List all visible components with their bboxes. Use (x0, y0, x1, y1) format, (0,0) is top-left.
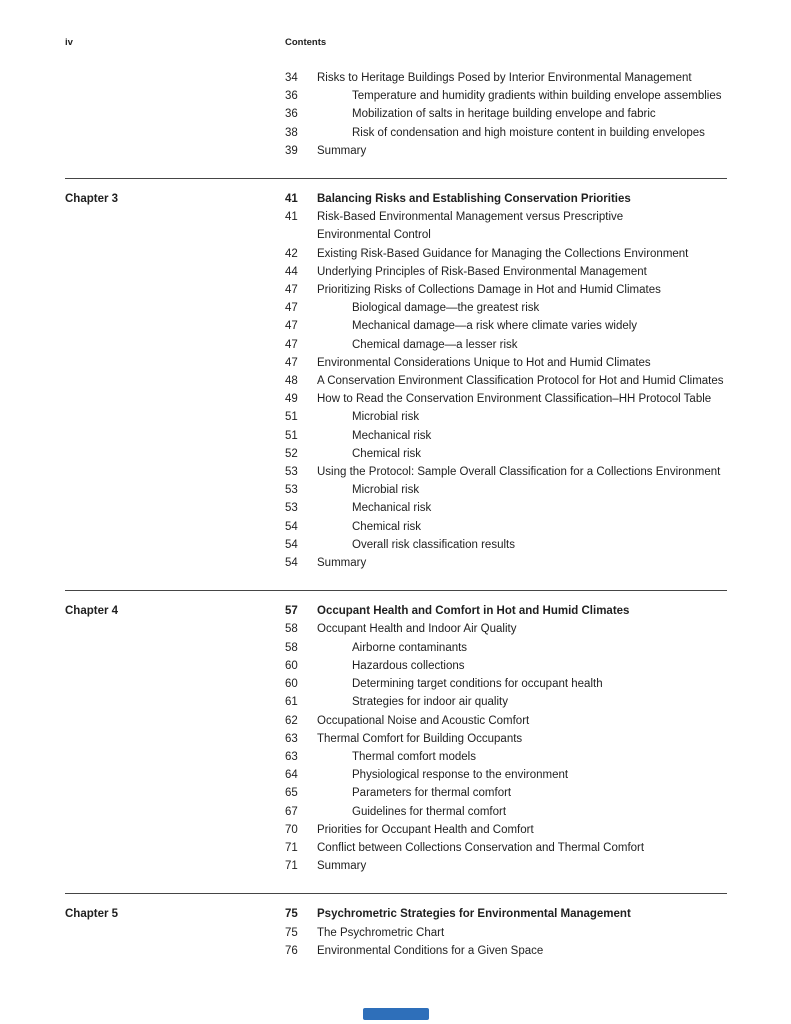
chapter-label (65, 620, 285, 638)
toc-title: Mobilization of salts in heritage building envelope and fabric (352, 108, 656, 121)
toc-entry (65, 69, 727, 87)
toc-entry (65, 620, 727, 638)
toc-page-number: 75 (285, 926, 298, 939)
toc-page-number: 47 (285, 284, 298, 297)
chapter-label (65, 408, 285, 426)
toc-entry (65, 639, 727, 657)
toc-page-number: 44 (285, 265, 298, 278)
toc-title: Environmental Considerations Unique to Hot and Humid Climates (317, 356, 651, 369)
chapter-label (65, 245, 285, 263)
chapter-label (65, 784, 285, 802)
toc-title: Environmental Conditions for a Given Space (317, 944, 544, 957)
chapter-label (65, 712, 285, 730)
toc-entry (65, 839, 727, 857)
toc-entry (65, 372, 727, 390)
toc-title: Strategies for indoor air quality (352, 696, 508, 709)
chapter-label (65, 675, 285, 693)
chapter-label (65, 427, 285, 445)
toc-entry (65, 87, 727, 105)
toc-title: Mechanical damage—a risk where climate varies widely (352, 320, 638, 333)
toc-section (65, 69, 727, 160)
chapter-label (65, 87, 285, 105)
toc-entry (65, 821, 727, 839)
toc-title: Using the Protocol: Sample Overall Classification for a Collections Environment (317, 466, 721, 479)
toc-section (65, 590, 727, 875)
toc-title: Thermal comfort models (352, 750, 476, 763)
toc-page-number: 47 (285, 320, 298, 333)
toc-page-number: 54 (285, 557, 298, 570)
toc-page-number: 57 (285, 605, 298, 618)
toc-entry (65, 226, 727, 244)
toc-page-number: 42 (285, 247, 298, 260)
toc-entry (65, 463, 727, 481)
toc-page-number: 53 (285, 466, 298, 479)
toc-page-number: 54 (285, 538, 298, 551)
toc-title: The Psychrometric Chart (317, 926, 445, 939)
chapter-label (65, 657, 285, 675)
toc-page-number: 75 (285, 908, 298, 921)
toc-page-number: 63 (285, 732, 298, 745)
toc-title: Airborne contaminants (352, 641, 468, 654)
toc-page-number: 58 (285, 641, 298, 654)
table-of-contents (65, 69, 727, 960)
footer-watermark (363, 1008, 429, 1020)
toc-title: Risk of condensation and high moisture content in building envelopes (352, 126, 705, 139)
toc-page-number: 38 (285, 126, 298, 139)
chapter-label (65, 336, 285, 354)
toc-page-number: 36 (285, 108, 298, 121)
chapter-label (65, 803, 285, 821)
toc-title: Chemical risk (352, 447, 422, 460)
toc-page-number: 71 (285, 841, 298, 854)
toc-page-number: 51 (285, 411, 298, 424)
chapter-label (65, 445, 285, 463)
toc-entry (65, 554, 727, 572)
toc-title: Risks to Heritage Buildings Posed by Interior Environmental Management (317, 72, 692, 84)
toc-title: How to Read the Conservation Environment Classification–HH Protocol Table (317, 393, 712, 406)
toc-entry (65, 905, 727, 923)
toc-title: Thermal Comfort for Building Occupants (317, 732, 523, 745)
toc-title: Mechanical risk (352, 502, 432, 515)
chapter-label: Chapter 4 (65, 605, 119, 618)
toc-title: Biological damage—the greatest risk (352, 302, 540, 315)
toc-page-number: 62 (285, 714, 298, 727)
toc-title: Microbial risk (352, 484, 420, 497)
toc-title: Environmental Control (317, 229, 431, 242)
toc-page-number: 47 (285, 356, 298, 369)
toc-title: Prioritizing Risks of Collections Damage in Hot and Humid Climates (317, 284, 661, 297)
toc-entry (65, 536, 727, 554)
toc-title: Psychrometric Strategies for Environmental Management (317, 908, 631, 921)
toc-entry (65, 730, 727, 748)
toc-page-number: 67 (285, 805, 298, 818)
chapter-label (65, 124, 285, 142)
toc-entry (65, 245, 727, 263)
toc-title: Overall risk classification results (352, 538, 515, 551)
chapter-label (65, 730, 285, 748)
chapter-label (65, 354, 285, 372)
toc-page-number: 53 (285, 502, 298, 515)
toc-entry (65, 657, 727, 675)
toc-page-number: 41 (285, 193, 298, 206)
chapter-label (65, 226, 285, 244)
toc-page-number: 52 (285, 447, 298, 460)
toc-title: Guidelines for thermal comfort (352, 805, 507, 818)
chapter-label (65, 693, 285, 711)
toc-entry (65, 784, 727, 802)
chapter-label (65, 857, 285, 875)
toc-title: Summary (317, 144, 367, 157)
toc-title: Microbial risk (352, 411, 420, 424)
toc-entry (65, 445, 727, 463)
toc-entry (65, 124, 727, 142)
toc-entry (65, 427, 727, 445)
toc-section (65, 893, 727, 960)
toc-entry (65, 263, 727, 281)
toc-page-number: 71 (285, 860, 298, 873)
toc-entry (65, 354, 727, 372)
toc-page-number: 36 (285, 90, 298, 103)
toc-entry (65, 766, 727, 784)
chapter-label (65, 499, 285, 517)
chapter-label (65, 766, 285, 784)
toc-page-number: 64 (285, 769, 298, 782)
toc-entry (65, 748, 727, 766)
toc-page-number: 47 (285, 302, 298, 315)
toc-page-number: 60 (285, 678, 298, 691)
toc-title: Occupational Noise and Acoustic Comfort (317, 714, 530, 727)
chapter-label (65, 390, 285, 408)
toc-entry (65, 105, 727, 123)
toc-title: Chemical risk (352, 520, 422, 533)
toc-entry (65, 281, 727, 299)
toc-entry (65, 518, 727, 536)
toc-page-number: 61 (285, 696, 298, 709)
chapter-label (65, 639, 285, 657)
toc-page-number: 54 (285, 520, 298, 533)
toc-entry (65, 857, 727, 875)
toc-page-number: 49 (285, 393, 298, 406)
toc-entry (65, 142, 727, 160)
toc-page-number: 70 (285, 823, 298, 836)
toc-entry (65, 499, 727, 517)
toc-page-number: 60 (285, 659, 298, 672)
toc-entry (65, 924, 727, 942)
toc-title: Mechanical risk (352, 429, 432, 442)
chapter-label (65, 208, 285, 226)
toc-page-number: 65 (285, 787, 298, 800)
toc-title: Underlying Principles of Risk-Based Environmental Management (317, 265, 647, 278)
toc-title: Risk-Based Environmental Management versus Prescriptive (317, 211, 624, 224)
toc-section (65, 178, 727, 572)
toc-title: Hazardous collections (352, 659, 465, 672)
toc-entry (65, 190, 727, 208)
toc-entry (65, 317, 727, 335)
toc-title: Balancing Risks and Establishing Conservation Priorities (317, 193, 631, 206)
chapter-label (65, 748, 285, 766)
page-folio: iv (65, 37, 73, 48)
toc-entry (65, 299, 727, 317)
toc-page-number: 34 (285, 72, 298, 84)
toc-title: A Conservation Environment Classification Protocol for Hot and Humid Climates (317, 375, 724, 388)
chapter-label (65, 821, 285, 839)
toc-entry (65, 208, 727, 226)
toc-entry (65, 712, 727, 730)
chapter-label (65, 924, 285, 942)
chapter-label (65, 317, 285, 335)
toc-title: Existing Risk-Based Guidance for Managing the Collections Environment (317, 247, 689, 260)
toc-entry (65, 803, 727, 821)
toc-entry (65, 481, 727, 499)
toc-page-number: 58 (285, 623, 298, 636)
chapter-label (65, 281, 285, 299)
chapter-label (65, 263, 285, 281)
chapter-label (65, 299, 285, 317)
toc-page-number: 39 (285, 144, 298, 157)
toc-title: Parameters for thermal comfort (352, 787, 512, 800)
toc-title: Occupant Health and Indoor Air Quality (317, 623, 517, 636)
running-header: Contents (285, 37, 327, 48)
toc-page-number: 51 (285, 429, 298, 442)
toc-entry (65, 390, 727, 408)
toc-entry (65, 675, 727, 693)
chapter-label (65, 105, 285, 123)
toc-title: Occupant Health and Comfort in Hot and Humid Climates (317, 605, 630, 618)
toc-page-number: 63 (285, 750, 298, 763)
chapter-label (65, 69, 285, 87)
toc-title: Physiological response to the environment (352, 769, 569, 782)
toc-entry (65, 693, 727, 711)
toc-page-number: 48 (285, 375, 298, 388)
chapter-label: Chapter 3 (65, 193, 119, 206)
chapter-label: Chapter 5 (65, 908, 119, 921)
toc-title: Priorities for Occupant Health and Comfort (317, 823, 534, 836)
chapter-label (65, 463, 285, 481)
toc-title: Temperature and humidity gradients within building envelope assemblies (352, 90, 722, 103)
toc-entry (65, 602, 727, 620)
toc-title: Conflict between Collections Conservation and Thermal Comfort (317, 841, 645, 854)
chapter-label (65, 481, 285, 499)
toc-title: Summary (317, 860, 367, 873)
chapter-label (65, 554, 285, 572)
chapter-label (65, 536, 285, 554)
toc-title: Determining target conditions for occupant health (352, 678, 603, 691)
toc-title: Chemical damage—a lesser risk (352, 338, 518, 351)
toc-page-number (285, 226, 317, 244)
chapter-label (65, 518, 285, 536)
toc-entry (65, 408, 727, 426)
chapter-label (65, 839, 285, 857)
toc-page-number: 47 (285, 338, 298, 351)
toc-page-number: 76 (285, 944, 298, 957)
toc-entry (65, 942, 727, 960)
toc-entry (65, 336, 727, 354)
page-header (65, 37, 727, 48)
toc-page-number: 53 (285, 484, 298, 497)
toc-title: Summary (317, 557, 367, 570)
chapter-label (65, 372, 285, 390)
chapter-label (65, 942, 285, 960)
toc-page-number: 41 (285, 211, 298, 224)
chapter-label (65, 142, 285, 160)
